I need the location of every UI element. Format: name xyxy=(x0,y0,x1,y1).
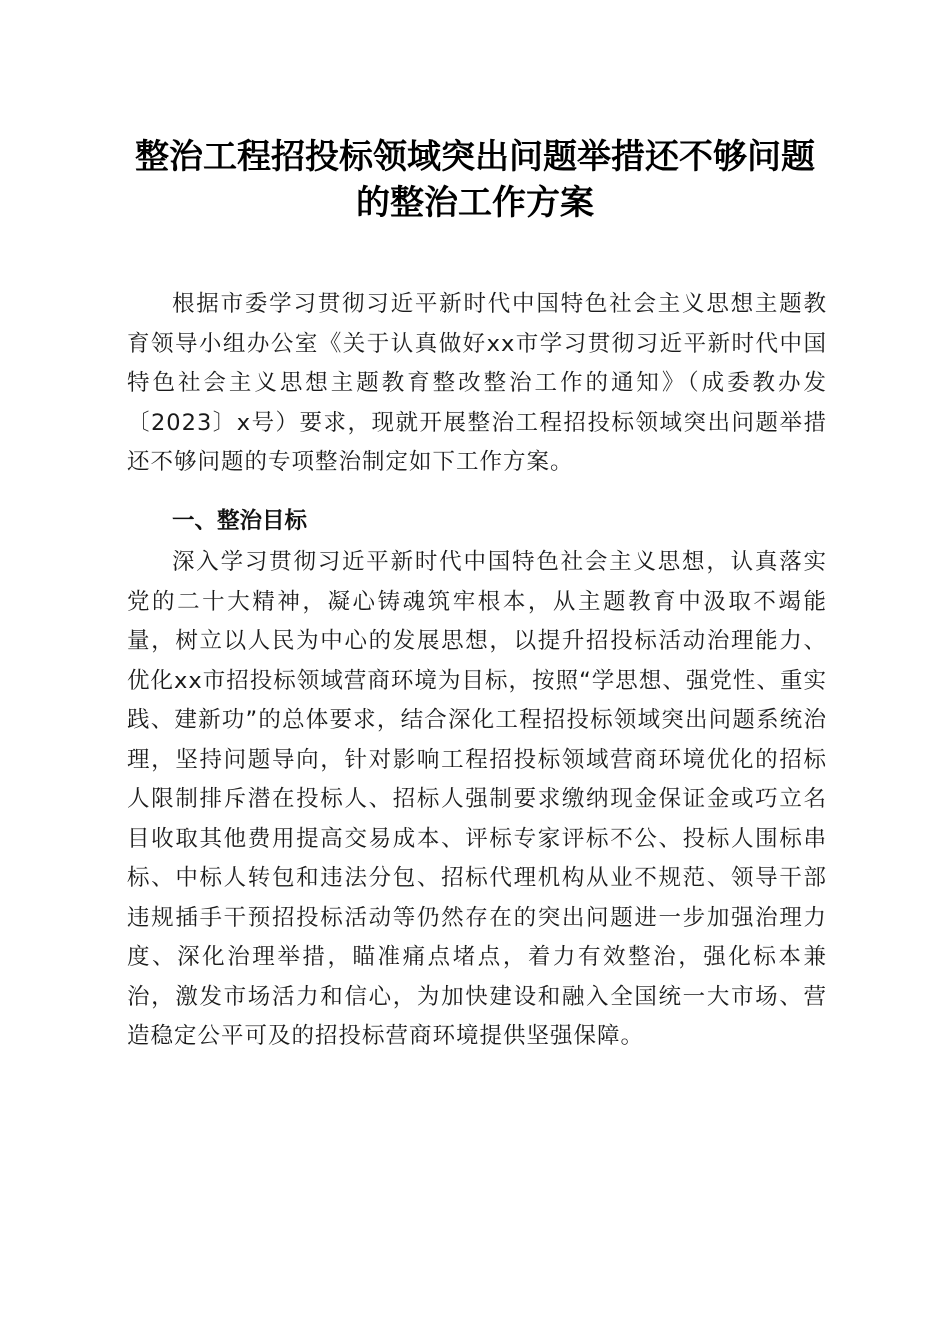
document-title-line-2: 的整治工作方案 xyxy=(356,183,594,223)
document-title-line-1: 整治工程招投标领域突出问题举措还不够问题 xyxy=(135,137,815,177)
goals-paragraph: 深入学习贯彻习近平新时代中国特色社会主义思想，认真落实党的二十大精神，凝心铸魂筑牢根本，从主题教育中汲取不竭能量，树立以人民为中心的发展思想，以提升招投标活动治理能力、优化xx市招投标领域营商环境为目标，按照“学思想、强党性、重实践、建新功”的总体要求，结合深化工程招投标领域突出问题系统治理，坚持问题导向，针对影响工程招投标领域营商环境优化的招标人限制排斥潜在投标人、招标人强制要求缴纳现金保证金或巧立名目收取其他费用提高交易成本、评标专家评标不公、投标人围标串标、中标人转包和违法分包、招标代理机构从业不规范、领导干部违规插手干预招投标活动等仍然存在的突出问题进一步加强治理力度、深化治理举措，瞄准痛点堵点，着力有效整治，强化标本兼治，激发市场活力和信心，为加快建设和融入全国统一大市场、营造稳定公平可及的招投标营商环境提供坚强保障。 xyxy=(127,549,827,1049)
intro-section xyxy=(127,285,827,483)
intro-paragraph: 根据市委学习贯彻习近平新时代中国特色社会主义思想主题教育领导小组办公室《关于认真做好xx市学习贯彻习近平新时代中国特色社会主义思想主题教育整改整治工作的通知》（成委教办发〔2023〕x号）要求，现就开展整治工程招投标领域突出问题举措还不够问题的专项整治制定如下工作方案。 xyxy=(127,291,827,475)
goals-section xyxy=(127,543,827,1057)
section-heading-goals: 一、整治目标 xyxy=(172,508,308,534)
